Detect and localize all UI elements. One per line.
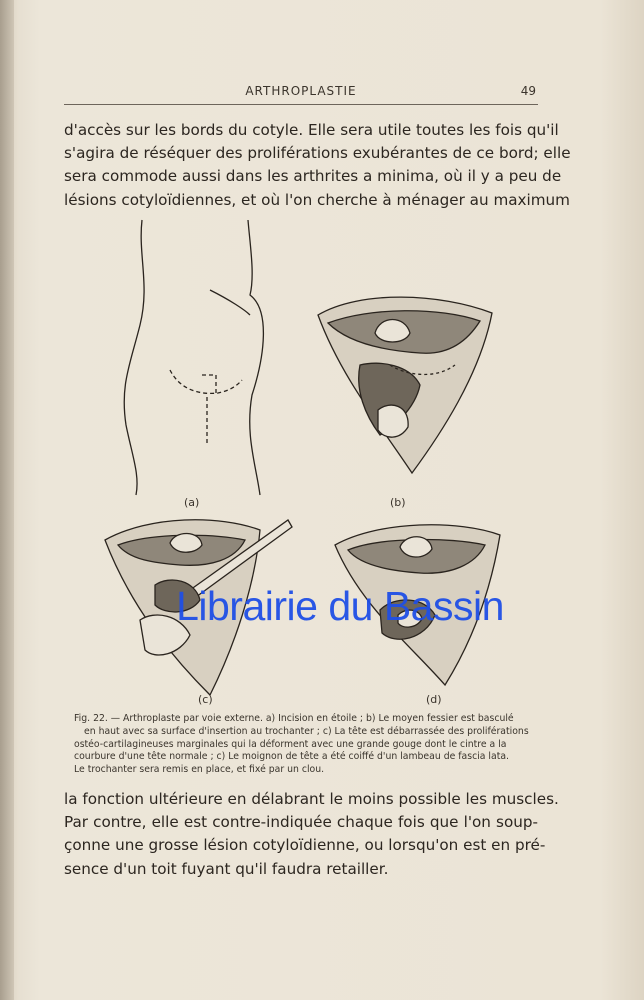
caption-line: en haut avec sa surface d'insertion au trochanter ; c) La tête est débarrassée des proliférations [84,725,529,737]
body-outline-left [124,220,144,495]
text-line: çonne une grosse lésion cotyloïdienne, ou lorsqu'on est en pré- [64,836,546,855]
caption-line: ostéo-cartilagineuses marginales qui la déforment avec une grande gouge dont le cintre a la [74,738,507,750]
drawing-b [318,297,492,473]
watermark-text: Librairie du Bassin [176,583,504,629]
drawing-a [124,220,263,495]
incision-curve [170,370,242,393]
text-line: s'agira de réséquer des proliférations exubérantes de ce bord; elle [64,144,571,163]
figure-drawings [60,215,580,705]
paragraph-bottom [64,788,559,881]
anatomical-figure [60,215,580,705]
paragraph-top [64,119,571,212]
figure-caption [74,713,538,777]
page-number: 49 [520,84,536,98]
incision-top [202,375,216,393]
body-outline-right [248,220,263,495]
label-b: (b) [390,496,406,509]
text-line: sence d'un toit fuyant qu'il faudra retailler. [64,859,389,878]
text-line: lésions cotyloïdiennes, et où l'on cherche à ménager au maximum [64,190,570,209]
caption-line: Fig. 22. — Arthroplaste par voie externe. a) Incision en étoile ; b) Le moyen fessier est basculé [74,713,514,724]
text-line: la fonction ultérieure en délabrant le moins possible les muscles. [64,790,559,808]
label-d: (d) [426,693,442,706]
caption-line: courbure d'une tête normale ; c) Le moignon de tête a été coiffé d'un lambeau de fascia lata. [74,751,510,763]
caption-line: Le trochanter sera remis en place, et fixé par un clou. [74,764,325,776]
running-header [64,84,538,105]
running-title: ARTHROPLASTIE [245,84,357,98]
text-line: Par contre, elle est contre-indiquée chaque fois que l'on soup- [64,813,538,832]
text-line: sera commode aussi dans les arthrites a minima, où il y a peu de [64,167,562,186]
gluteal-fold [210,290,250,315]
label-c: (c) [198,693,213,706]
page-gutter [0,0,14,1000]
text-line: d'accès sur les bords du cotyle. Elle sera utile toutes les fois qu'il [64,121,559,139]
label-a: (a) [184,496,200,509]
